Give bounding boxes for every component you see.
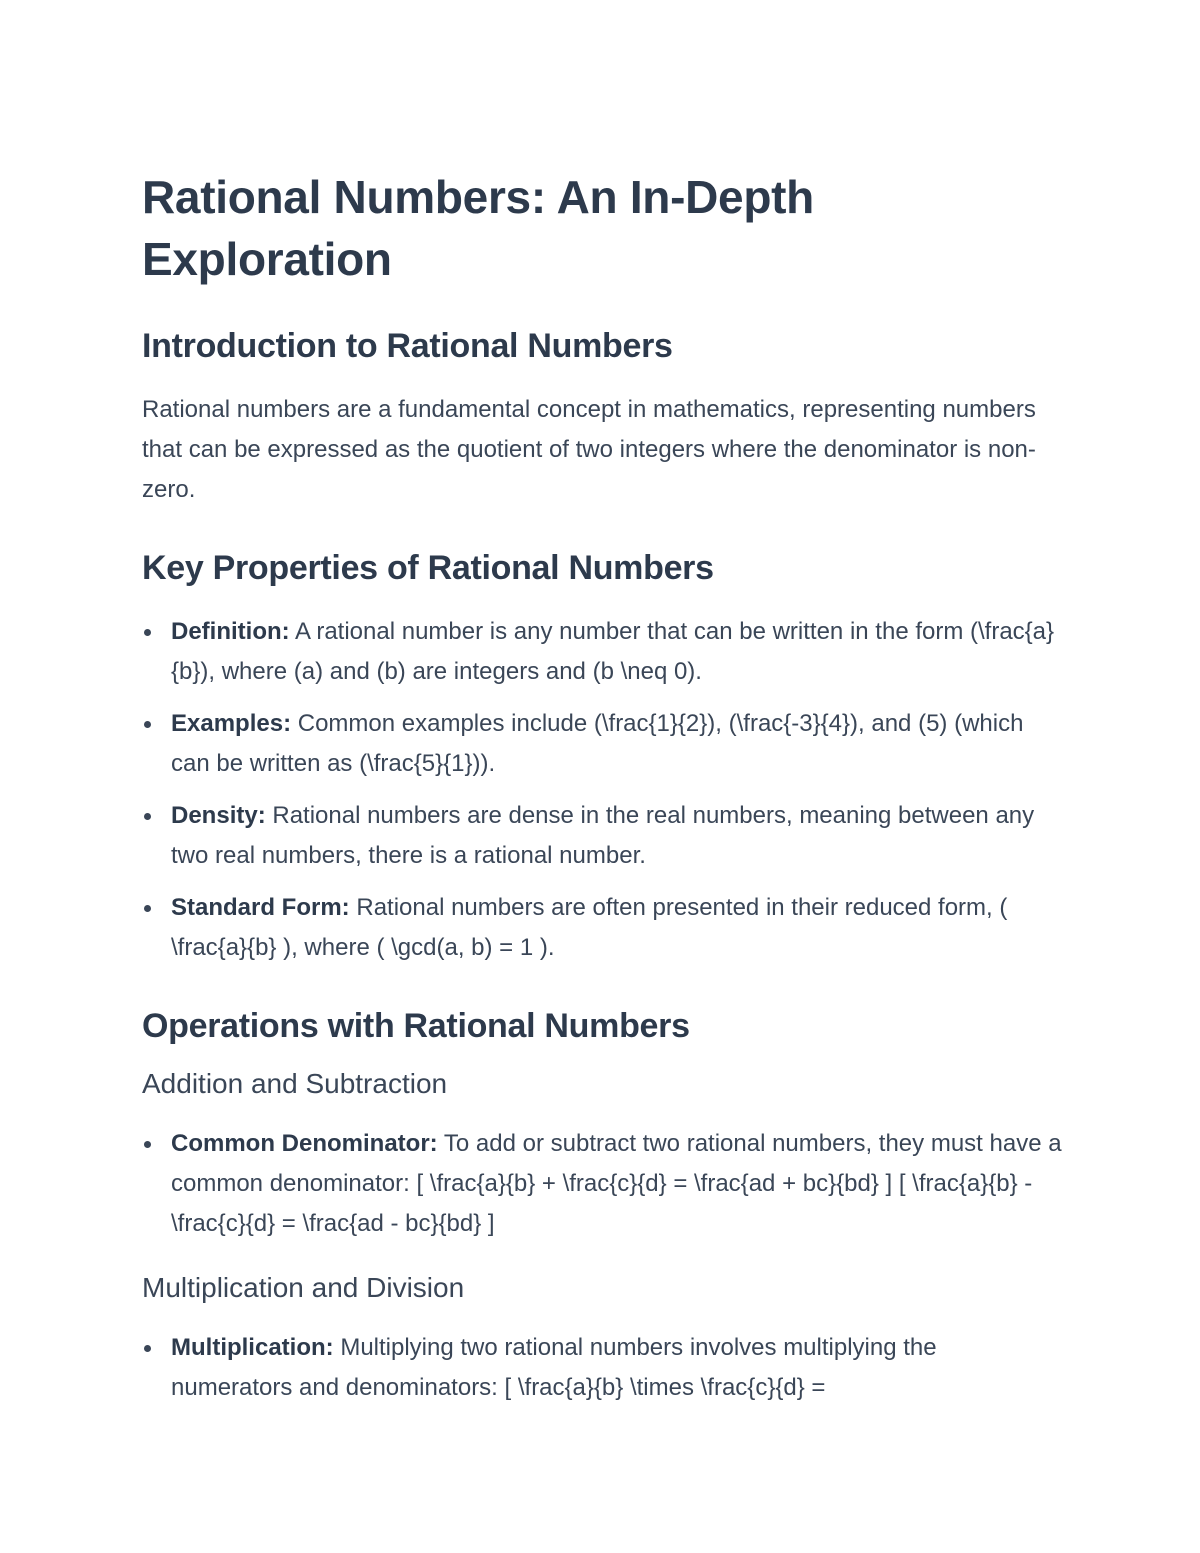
bullet-icon — [144, 813, 151, 820]
addition-subtraction-heading: Addition and Subtraction — [142, 1068, 448, 1099]
list-item-text: Rational numbers are often presented in their reduced form, ( \frac{a}{b} ), where ( \gcd(a, b) = 1 ). — [171, 894, 1008, 961]
bullet-icon — [144, 905, 151, 912]
document-title: Rational Numbers: An In-Depth Exploration — [142, 171, 814, 285]
bullet-icon — [144, 629, 151, 636]
multiplication-division-heading: Multiplication and Division — [142, 1272, 465, 1303]
list-item — [142, 796, 1062, 876]
list-item-term: Definition: — [171, 618, 290, 645]
list-item-text: Multiplying two rational numbers involves multiplying the numerators and denominators: [ \frac{a}{b} \times \frac{c}{d} = — [171, 1334, 937, 1401]
properties-heading: Key Properties of Rational Numbers — [142, 549, 714, 587]
list-item-term: Examples: — [171, 710, 292, 737]
operations-heading: Operations with Rational Numbers — [142, 1007, 690, 1045]
list-item-text: A rational number is any number that can be written in the form (\frac{a}{b}), where (a) and (b) are integers and (b \neq 0). — [171, 618, 1055, 685]
list-item-term: Multiplication: — [171, 1334, 334, 1361]
properties-list — [142, 612, 1062, 968]
list-item-text: Rational numbers are dense in the real numbers, meaning between any two real numbers, there is a rational number. — [171, 802, 1035, 869]
bullet-icon — [144, 1345, 151, 1352]
bullet-icon — [144, 1141, 151, 1148]
list-item-term: Density: — [171, 802, 266, 829]
list-item — [142, 1328, 1062, 1408]
list-item — [142, 704, 1062, 784]
bullet-icon — [144, 721, 151, 728]
document-page — [142, 166, 1062, 1408]
list-item-term: Common Denominator: — [171, 1130, 438, 1157]
list-item-text: To add or subtract two rational numbers, they must have a common denominator: [ \frac{a}{b} + \frac{c}{d} = \frac{ad + bc}{bd} ] [ \frac{a}{b} - \frac{c}{d} = \frac{ad - bc}{bd} ] — [171, 1130, 1062, 1237]
list-item — [142, 888, 1062, 968]
list-item-term: Standard Form: — [171, 894, 350, 921]
multiplication-list — [142, 1328, 1062, 1408]
intro-paragraph: Rational numbers are a fundamental concept in mathematics, representing numbers that can be expressed as the quotient of two integers where the denominator is non-zero. — [142, 396, 1036, 503]
list-item — [142, 1124, 1062, 1244]
list-item-text: Common examples include (\frac{1}{2}), (\frac{-3}{4}), and (5) (which can be written as (\frac{5}{1})). — [171, 710, 1024, 777]
list-item — [142, 612, 1062, 692]
addition-list — [142, 1124, 1062, 1244]
intro-heading: Introduction to Rational Numbers — [142, 327, 673, 365]
